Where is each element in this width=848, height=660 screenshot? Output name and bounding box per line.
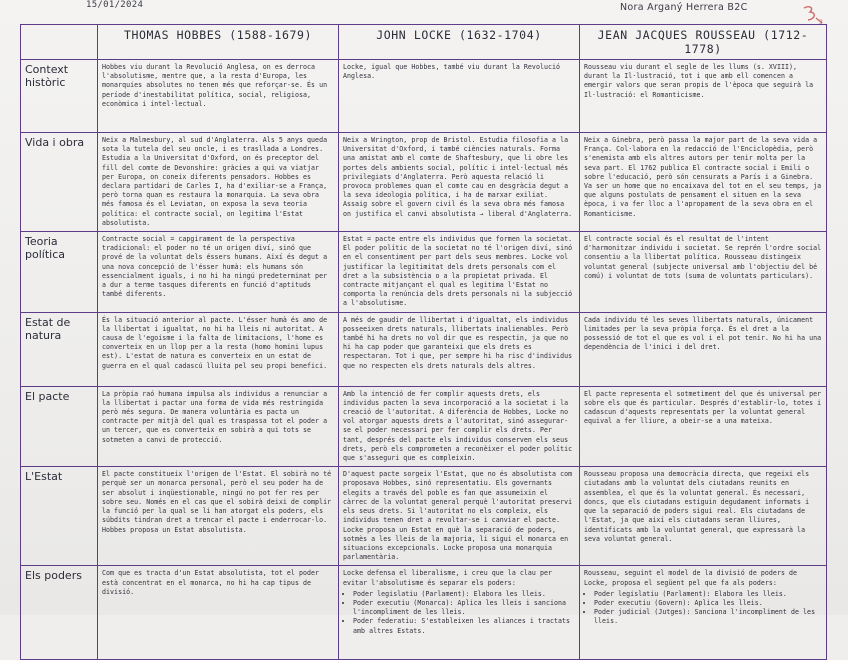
rousseau-powers-list xyxy=(584,590,822,627)
column-header-hobbes: THOMAS HOBBES (1588-1679) xyxy=(98,25,339,60)
cell-rousseau-nature: Cada individu té les seves llibertats naturals, únicament limitades per la seva pròpia força. És el dret a la possessió de tot el que es vol i el pot tenir. No hi ha una dependència de l'inici i del dret. xyxy=(580,312,827,386)
row-header-nature: Estat de natura xyxy=(21,312,98,386)
row-header-powers: Els poders xyxy=(21,566,98,660)
cell-rousseau-context: Rousseau viu durant el segle de les llums (s. XVIII), durant la Il·lustració, tot i que amb ell comencen a emergir valors que seran propis de l'època que seguirà la Il·lustració: el Romanticisme. xyxy=(580,60,827,133)
list-item: • Poder executiu (Monarca): Aplica les lleis i sanciona l'incompliment de les lleis. xyxy=(353,599,575,617)
cell-locke-pact: Amb la intenció de fer complir aquests drets, els individus pacten la seva incorporació a la societat i la creació de l'autoritat. A diferència de Hobbes, Locke no vol atorgar aquests drets a l'autoritat, sinó assegurar-se el poder necessari per fer complir els drets. Per tant, després del pacte els individus conserven els seus drets, però els comprometen a reconèixer el poder polític que s'asseguri que es compleixin. xyxy=(339,386,580,467)
row-header-context: Context històric xyxy=(21,60,98,133)
list-item: • Poder legislatiu (Parlament): Elabora les lleis. xyxy=(594,590,822,599)
cell-hobbes-pact: La pròpia raó humana impulsa als individus a renunciar a la llibertat i pactar una forma de vida més restringida però més segura. De manera voluntària es pacta un contracte per mitjà del qual es traspassa tot el poder a un tercer, que es converteix en sobirà a qui tots se sotmeten a canvi de protecció. xyxy=(98,386,339,467)
cell-rousseau-pact: El pacte representa el sotmetiment del que és universal per sobre els que és particular. Després d'establir-lo, totes i cadascun d'aquests representats per la voluntat general equival a fer lliure, a obeir-se a una mateixa. xyxy=(580,386,827,467)
cell-hobbes-nature: És la situació anterior al pacte. L'ésser humà és amo de la llibertat i igualtat, no hi ha lleis ni autoritat. A causa de l'egoisme i la falta de limitacions, l'home es converteix en un llop per a la resta (homo homini lupus est). L'estat de natura es converteix en un estat de guerra en el qual cadascú lluita pel seu propi benefici. xyxy=(98,312,339,386)
table-row xyxy=(21,566,827,660)
cell-hobbes-life: Neix a Malmesbury, al sud d'Anglaterra. Als 5 anys queda sota la tutela del seu oncle, i es trasllada a Londres. Estudia a la Universitat d'Oxford, on és preceptor del fill del comte de Devonshire: gràcies a qui va viatjar per Europa, on coneix diferents pensadors. Hobbes es declara partidari de Carles I, ha d'exiliar-se a França, però torna quan es restaura la monarquia. La seva obra més famosa és el Leviatan, on exposa la seva teoria política: el contracte social, on legitima l'Estat absolutista. xyxy=(98,133,339,232)
cell-hobbes-powers: Com que es tracta d'un Estat absolutista, tot el poder està concentrat en el monarca, no hi ha cap tipus de divisió. xyxy=(98,566,339,660)
list-item: • Poder executiu (Govern): Aplica les lleis. xyxy=(594,599,822,608)
cell-locke-life: Neix a Wrington, prop de Bristol. Estudia filosofia a la Universitat d'Oxford, i també ciències naturals. Forma una amistat amb el comte de Shaftesbury, que li obre les portes dels ambients social, polític i intel·lectual més privilegiats d'Anglaterra. Però aquesta relació li provoca problemes quan el comte cau en desgràcia degut a la seva ideologia política, i ha de marxar exiliat. Assaig sobre el govern civil és la seva obra més famosa on justifica el canvi absolutista → liberal d'Anglaterra. xyxy=(339,133,580,232)
row-header-state: L'Estat xyxy=(21,467,98,566)
author-name: Nora Arganý Herrera B2C xyxy=(620,2,748,13)
corner-mark-text: 3 xyxy=(819,19,823,26)
cell-rousseau-powers xyxy=(580,566,827,660)
cell-hobbes-context: Hobbes viu durant la Revolució Anglesa, on es derroca l'absolutisme, mentre que, a la resta d'Europa, les monarquies absolutes no tenen més que reforçar-se. És un període d'inestabilitat política, social, religiosa, econòmica i intel·lectual. xyxy=(98,60,339,133)
corner-score-mark xyxy=(800,4,826,26)
table-row xyxy=(21,467,827,566)
corner-cell xyxy=(21,25,98,60)
cell-locke-context: Locke, igual que Hobbes, també viu durant la Revolució Anglesa. xyxy=(339,60,580,133)
table-row xyxy=(21,312,827,386)
table-row xyxy=(21,232,827,313)
cell-locke-powers xyxy=(339,566,580,660)
column-header-rousseau: JEAN JACQUES ROUSSEAU (1712-1778) xyxy=(580,25,827,60)
philosophers-comparison-table xyxy=(20,24,827,660)
cell-rousseau-state: Rousseau proposa una democràcia directa, que regeixi els ciutadans amb la voluntat dels ciutadans reunits en assemblea, el que és la voluntat general. És necessari, doncs, que els ciutadans estiguin degudament informats i que la separació de poders sigui real. Els ciutadans de l'Estat, ja que així els ciutadans seran lliures, identificats amb la voluntat general, que expressarà la seva voluntat general. xyxy=(580,467,827,566)
table-row xyxy=(21,386,827,467)
list-item: • Poder federatiu: S'estableixen les aliances i tractats amb altres Estats. xyxy=(353,617,575,635)
list-item: • Poder judicial (Jutges): Sanciona l'incompliment de les lleis. xyxy=(594,608,822,626)
column-header-locke: JOHN LOCKE (1632-1704) xyxy=(339,25,580,60)
locke-powers-list xyxy=(343,590,575,636)
row-header-life: Vida i obra xyxy=(21,133,98,232)
cell-rousseau-life: Neix a Ginebra, però passa la major part de la seva vida a França. Col·labora en la redacció de l'Enciclopèdia, però s'enemista amb els altres autors per tenir molta per la seva part. El 1762 publica El contracte social i Emili o sobre l'educació, però són censurats a París i a Ginebra. Va ser un home que no encaixava del tot en el seu temps, ja que alguns postulats de pensament el situen en la seva època, i va fer lloc a l'apropament de la seva obra en el Romanticisme. xyxy=(580,133,827,232)
cell-locke-theory: Estat = pacte entre els individus que formen la societat. El poder polític de la societat no té l'origen diví, sinó en el consentiment per part dels seus membres. Locke vol justificar la legitimitat dels drets personals com el dret a la subsistència o a la propietat privada. El contracte mitjançant el qual es legitima l'Estat no comporta la renúncia dels drets personals ni la subjecció a l'absolutisme. xyxy=(339,232,580,313)
cell-hobbes-theory: Contracte social = capgirament de la perspectiva tradicional: el poder no té un origen diví, sinó que prové de la voluntat dels éssers humans. Així és degut a una nova concepció de l'ésser humà: els humans són essencialment iguals, i no hi ha ningú predeterminat per a dur a terme tasques diferents en funció d'aptituds també diferents. xyxy=(98,232,339,313)
cell-locke-nature: A més de gaudir de llibertat i d'igualtat, els individus posseeixen drets naturals, llibertats inalienables. Però també hi ha drets no vol dir que es respectin, ja que no hi ha cap poder que garanteixi que els drets es respectaran. Tot i que, per sempre hi ha risc d'individus que no respecten els drets naturals dels altres. xyxy=(339,312,580,386)
row-header-pact: El pacte xyxy=(21,386,98,467)
list-item: • Poder legislatiu (Parlament): Elabora les lleis. xyxy=(353,590,575,599)
row-header-theory: Teoria política xyxy=(21,232,98,313)
table-row xyxy=(21,133,827,232)
cell-rousseau-theory: El contracte social és el resultat de l'intent d'harmonitzar individu i societat. Se reprén l'ordre social consentiu a la llibertat política. Rousseau distingeix voluntat general (subjecte universal amb l'objectiu del bé comú) i voluntat de tots (suma de voluntats particulars). xyxy=(580,232,827,313)
date-label: 15/01/2024 xyxy=(86,0,144,10)
rousseau-powers-intro: Rousseau, seguint el model de la divisió de poders de Locke, proposa el següent pel que fa als poders: xyxy=(584,569,798,587)
table-row xyxy=(21,60,827,133)
cell-locke-state: D'aquest pacte sorgeix l'Estat, que no és absolutista com proposava Hobbes, sinó representatiu. Els governants elegits a través del poble es fan que assumeixin el càrrec de la voluntat general perquè l'autoritat preservi els seus drets. Si l'autoritat no els compleix, els individus tenen dret a revoltar-se i canviar el pacte. Locke proposa un Estat en què la separació de poders, sotmès a les lleis de la majoria, li sigui el monarca en situacions excepcionals. Locke proposa una monarquia parlamentària. xyxy=(339,467,580,566)
locke-powers-intro: Locke defensa el liberalisme, i creu que la clau per evitar l'absolutisme és separar els poders: xyxy=(343,569,553,587)
cell-hobbes-state: El pacte constitueix l'origen de l'Estat. El sobirà no té perquè ser un monarca personal, però el seu poder ha de ser absolut i inqüestionable, ningú no pot fer res per sobre seu. Només en el cas que el sobirà deixi de complir la funció per la qual se li han atorgat els poders, els súbdits tindran dret a trencar el pacte i enderrocar-lo. Hobbes proposa un Estat absolutista. xyxy=(98,467,339,566)
